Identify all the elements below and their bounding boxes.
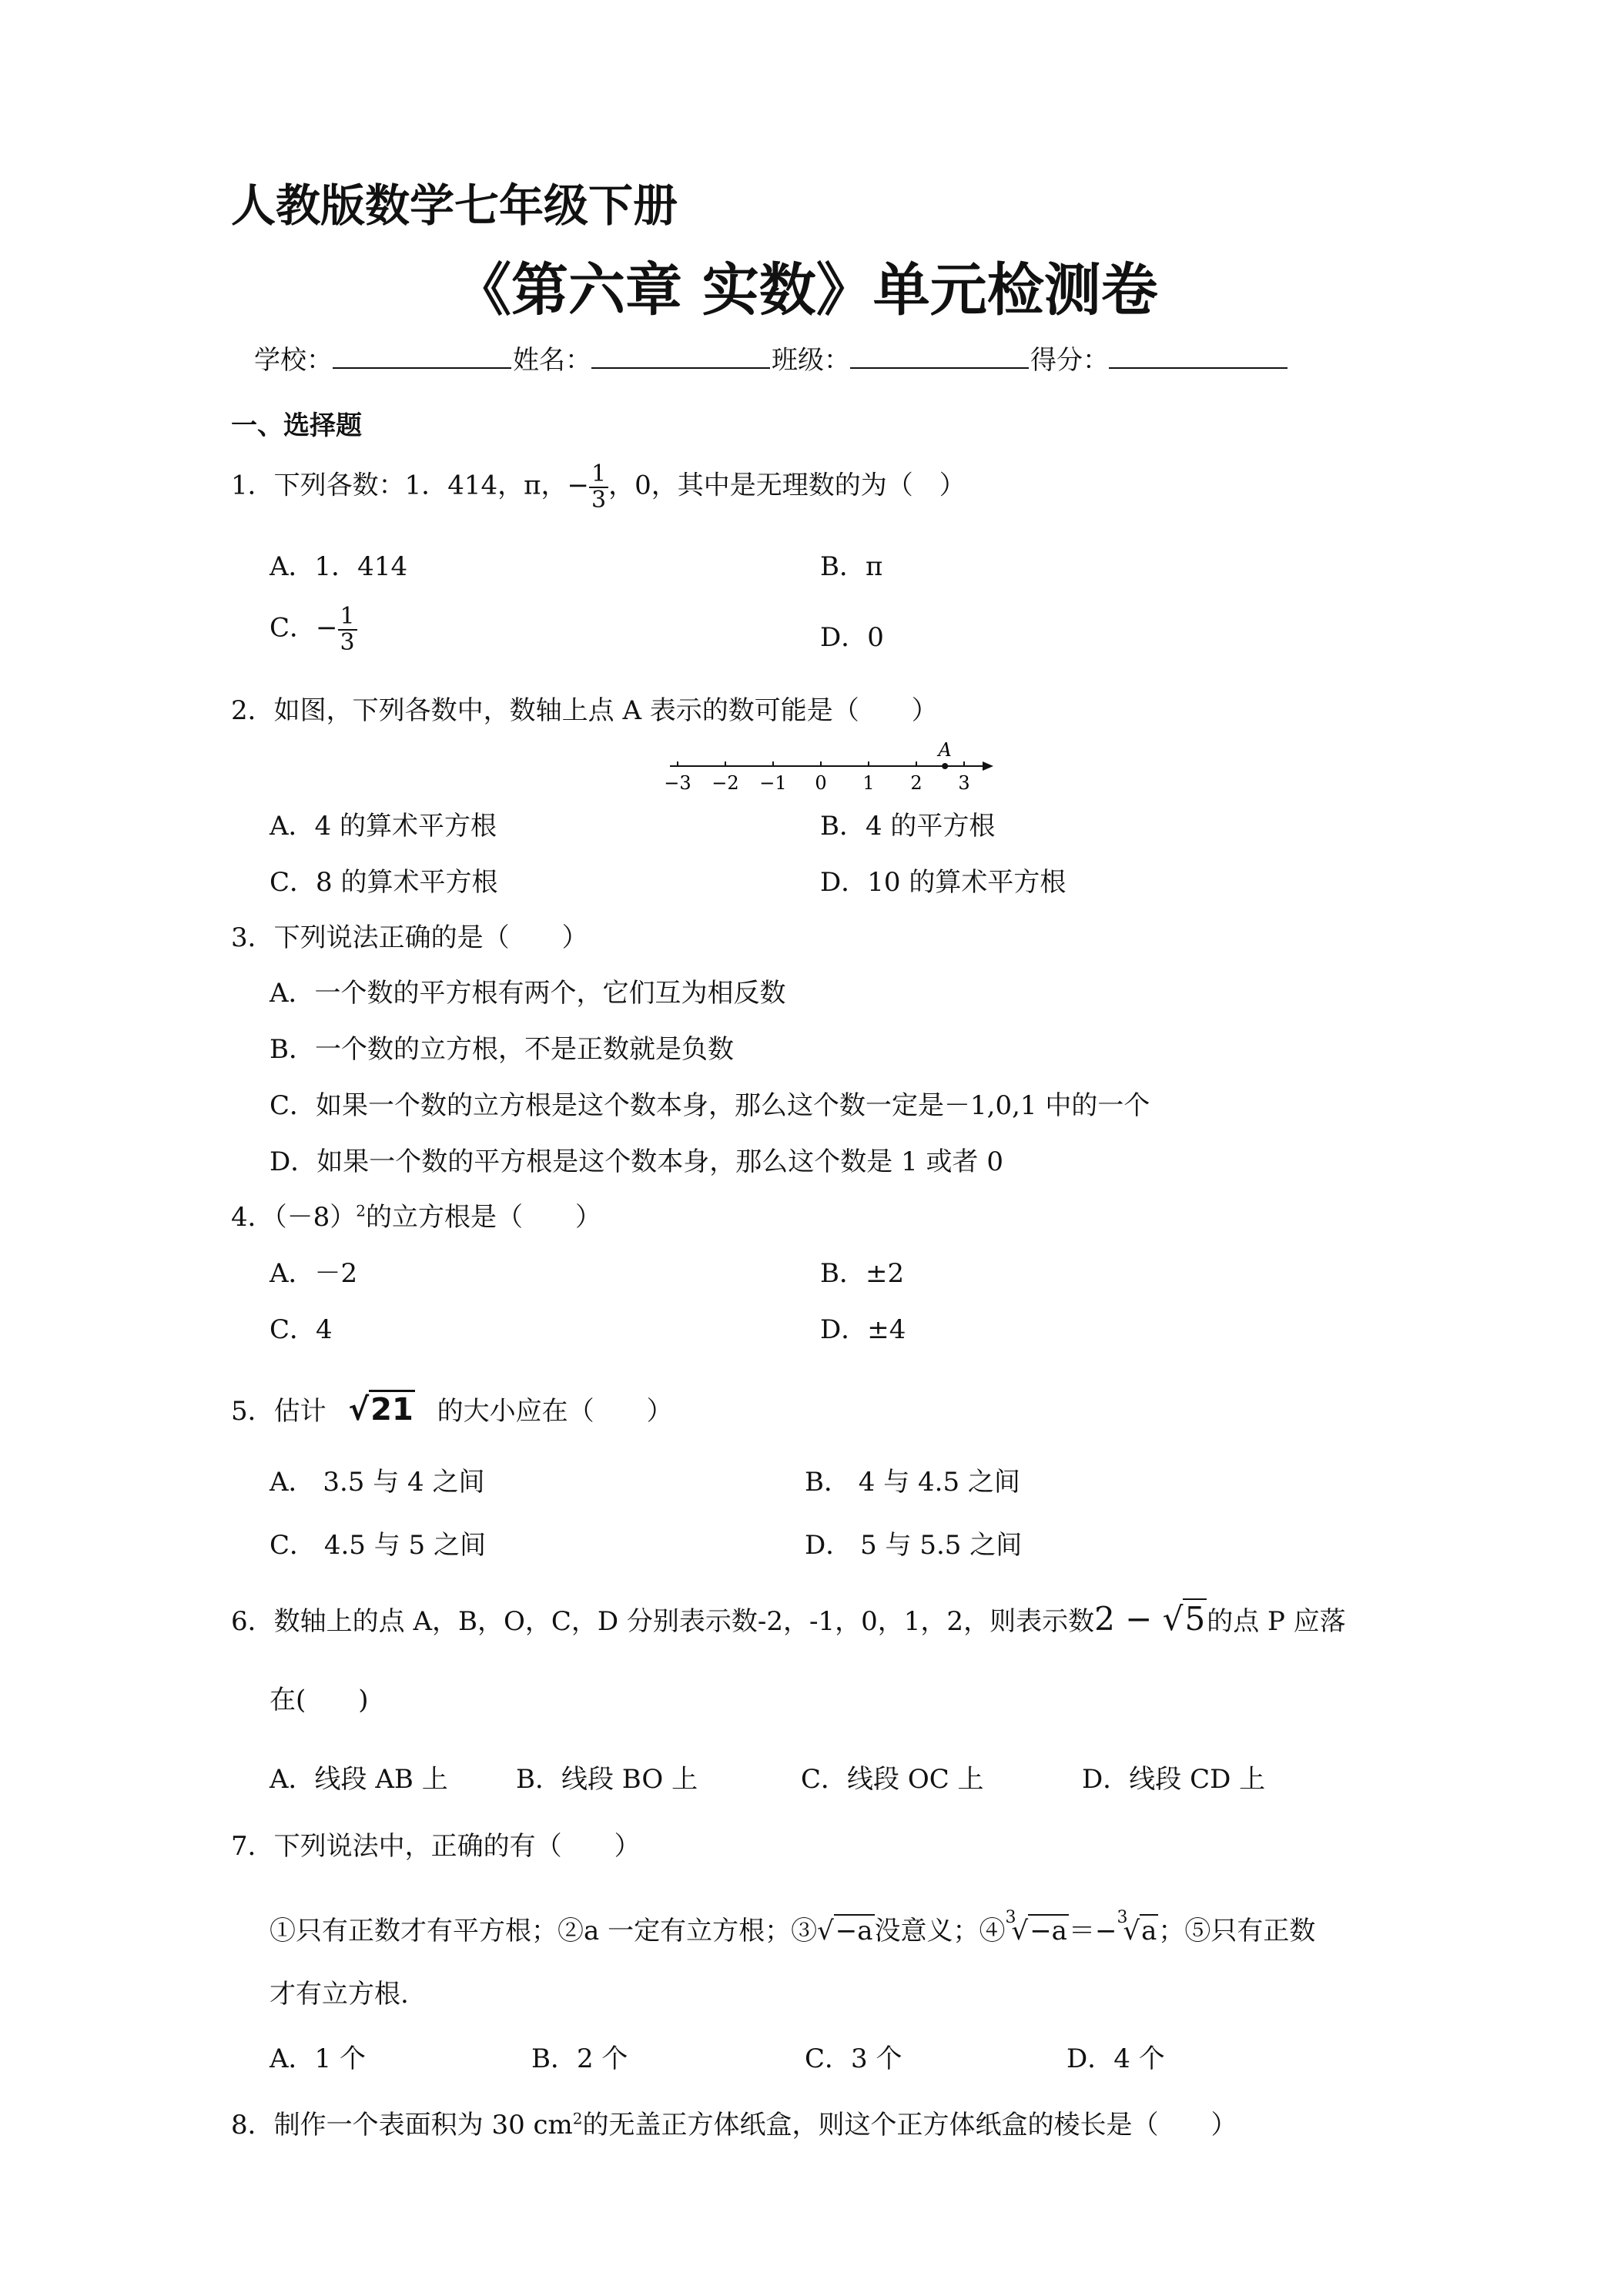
number-line-tick-label: 1 (862, 772, 875, 794)
q4-stem (231, 1196, 601, 1233)
score-label: 得分： (1030, 345, 1109, 376)
number-line-point-a (942, 763, 948, 769)
q8-stem-a: 8．制作一个表面积为 30 cm (231, 2110, 573, 2140)
number-line-tick-label: 0 (815, 772, 827, 794)
q6-stem-c: 在( ) (270, 1685, 369, 1715)
q1-frac-num: 1 (589, 462, 608, 488)
q7-rad-3: a (1141, 1916, 1157, 1946)
q7-option-d[interactable]: D．4 个 (1066, 2043, 1165, 2074)
q1-stem (231, 462, 966, 512)
q3-option-a[interactable]: A．一个数的平方根有两个，它们互为相反数 (270, 978, 786, 1009)
name-field[interactable] (591, 341, 770, 369)
number-line-tick-label: −1 (759, 772, 787, 794)
q5-option-d[interactable]: D． 5 与 5.5 之间 (805, 1530, 1023, 1561)
number-line-tick-label: −3 (664, 772, 691, 794)
info-line (254, 339, 1289, 377)
q3-option-d[interactable]: D．如果一个数的平方根是这个数本身，那么这个数是 1 或者 0 (270, 1146, 1003, 1177)
q1-option-a[interactable]: A．1．414 (270, 551, 408, 582)
q5-sqrt: √21 (348, 1392, 414, 1427)
q5-stem (231, 1390, 673, 1427)
q1-option-c[interactable] (270, 604, 357, 654)
score-field[interactable] (1109, 341, 1287, 369)
q7-s2: 没意义；④ (874, 1916, 1006, 1946)
q7-s3: ＝− (1068, 1916, 1117, 1946)
q6-option-c[interactable]: C．线段 OC 上 (801, 1764, 984, 1795)
q7-index-2: 3 (1117, 1908, 1128, 1927)
q1-stem-a: 1．下列各数：1．414，π，− (231, 470, 589, 501)
q7-index-1: 3 (1005, 1908, 1016, 1927)
q4-stem-a: 4．（－8） (231, 1202, 357, 1233)
name-label: 姓名： (513, 345, 591, 376)
school-label: 学校： (254, 345, 333, 376)
q8-superscript: 2 (572, 2109, 583, 2128)
q1-option-c-num: 1 (338, 604, 357, 631)
q2-option-b[interactable]: B．4 的平方根 (820, 811, 996, 842)
q7-rad-1: −a (835, 1916, 873, 1946)
q7-line2: 才有立方根. (270, 1979, 409, 2010)
number-line-point-label: A (938, 739, 952, 761)
q1-option-b[interactable]: B．π (820, 551, 883, 582)
class-field[interactable] (850, 341, 1029, 369)
q4-option-d[interactable]: D．±4 (820, 1314, 906, 1345)
q7-sqrt-1: √−a (817, 1916, 873, 1946)
number-line-arrow (983, 761, 993, 771)
q6-radicand: 5 (1184, 1600, 1206, 1638)
q6-stem-a: 6．数轴上的点 A，B，O，C，D 分别表示数-2，-1，0，1，2，则表示数 (231, 1606, 1095, 1637)
q1-frac-den: 3 (591, 486, 607, 514)
q2-option-d[interactable]: D．10 的算术平方根 (820, 867, 1066, 898)
q2-option-c[interactable]: C．8 的算术平方根 (270, 867, 498, 898)
class-label: 班级： (772, 345, 850, 376)
q5-radicand: 21 (369, 1390, 415, 1427)
q7-cbrt-1: √−a (1011, 1916, 1067, 1946)
q5-stem-a: 5．估计 (231, 1396, 326, 1427)
q8-stem-b: 的无盖正方体纸盒，则这个正方体纸盒的棱长是（ ） (582, 2110, 1237, 2140)
q1-option-c-prefix: C．− (270, 612, 338, 644)
q5-stem-b: 的大小应在（ ） (437, 1396, 673, 1427)
q4-stem-b: 的立方根是（ ） (366, 1202, 601, 1233)
school-field[interactable] (333, 341, 511, 369)
q4-option-b[interactable]: B．±2 (820, 1258, 905, 1289)
q7-s4: ；⑤只有正数 (1158, 1916, 1316, 1946)
title-line1: 人教版数学七年级下册 (231, 179, 678, 232)
q4-option-c[interactable]: C．4 (270, 1314, 333, 1345)
number-line-tick-label: 3 (958, 772, 970, 794)
title-line2: 《第六章 实数》单元检测卷 (454, 257, 1158, 323)
q3-option-c[interactable]: C．如果一个数的立方根是这个数本身，那么这个数一定是－1,0,1 中的一个 (270, 1090, 1150, 1121)
q5-option-b[interactable]: B． 4 与 4.5 之间 (805, 1467, 1020, 1498)
section-choice-title: 一、选择题 (231, 410, 362, 441)
q6-sqrt: √5 (1162, 1600, 1206, 1638)
q7-stem: 7．下列说法中，正确的有（ ） (231, 1831, 641, 1862)
q5-option-c[interactable]: C． 4.5 与 5 之间 (270, 1530, 486, 1561)
q6-option-a[interactable]: A．线段 AB 上 (270, 1764, 448, 1795)
q7-statements (270, 1909, 1315, 1947)
q8-stem (231, 2104, 1237, 2141)
q6-stem (231, 1600, 1346, 1638)
number-line-tick-label: −2 (712, 772, 739, 794)
q3-option-b[interactable]: B．一个数的立方根，不是正数就是负数 (270, 1034, 734, 1065)
q2-option-a[interactable]: A．4 的算术平方根 (270, 811, 497, 842)
q6-expression (1094, 1600, 1207, 1638)
q1-fraction (589, 462, 608, 512)
q7-rad-2: −a (1030, 1916, 1067, 1946)
number-line-tick-label: 2 (910, 772, 922, 794)
q7-option-b[interactable]: B．2 个 (531, 2043, 628, 2074)
q1-option-c-fraction (338, 604, 357, 654)
q6-option-b[interactable]: B．线段 BO 上 (516, 1764, 698, 1795)
q4-superscript: 2 (356, 1201, 366, 1220)
q7-s1: ①只有正数才有平方根；②a 一定有立方根；③ (270, 1916, 818, 1946)
q1-option-d[interactable]: D．0 (820, 622, 884, 653)
q6-option-d[interactable]: D．线段 CD 上 (1082, 1764, 1266, 1795)
q1-stem-b: ，0，其中是无理数的为（ ） (608, 470, 966, 501)
q7-option-c[interactable]: C．3 个 (805, 2043, 902, 2074)
q4-option-a[interactable]: A．－2 (270, 1258, 358, 1289)
q7-option-a[interactable]: A．1 个 (270, 2043, 366, 2074)
q1-option-c-den: 3 (340, 628, 355, 656)
q5-option-a[interactable]: A． 3.5 与 4 之间 (270, 1467, 485, 1498)
q7-cbrt-2: √a (1123, 1916, 1157, 1946)
q2-number-line (662, 735, 1001, 797)
q3-stem: 3．下列说法正确的是（ ） (231, 922, 588, 953)
q6-stem-b: 的点 P 应落 (1207, 1606, 1346, 1637)
q6-expr-a: 2 − (1094, 1600, 1163, 1638)
q2-stem: 2．如图，下列各数中，数轴上点 A 表示的数可能是（ ） (231, 695, 938, 726)
